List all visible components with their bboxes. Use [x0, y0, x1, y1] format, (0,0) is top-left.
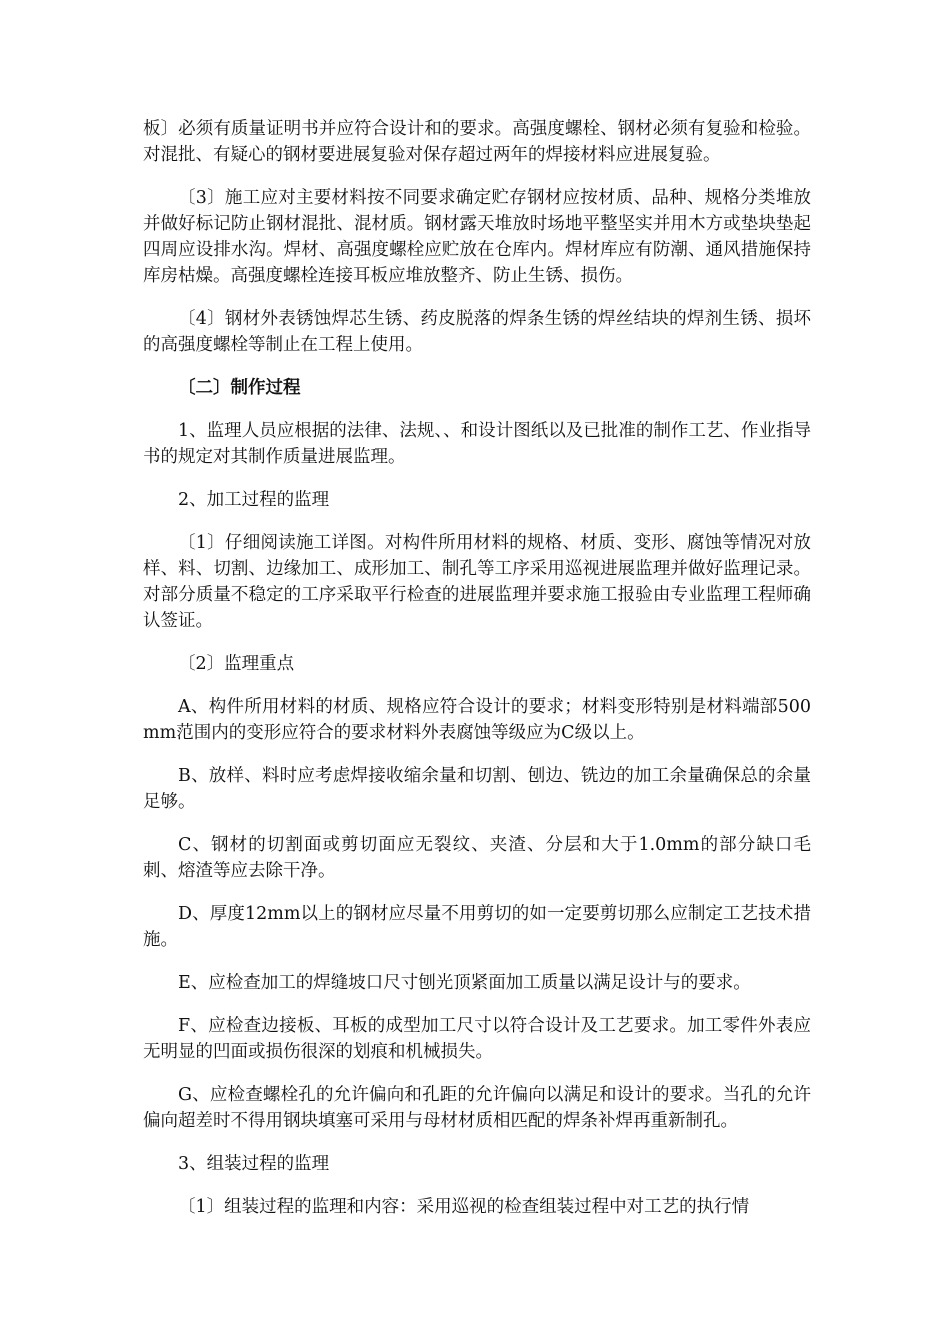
- item-d: D、厚度12mm以上的钢材应尽量不用剪切的如一定要剪切那么应制定工艺技术措施。: [143, 904, 811, 950]
- paragraph-7: 〔1〕仔细阅读施工详图。对构件所用材料的规格、材质、变形、腐蚀等情况对放样、料、切割、边缘加工、成形加工、制孔等工序采用巡视进展监理并做好监理记录。对部分质量不稳定的工序采取平行检查的进展监理并要求施工报验由专业监理工程师确认签证。: [143, 533, 811, 631]
- item-g: G、应检查螺栓孔的允许偏向和孔距的允许偏向以满足和设计的要求。当孔的允许偏向超差时不得用钢块填塞可采用与母材材质相匹配的焊条补焊再重新制孔。: [143, 1085, 811, 1131]
- paragraph-5: 1、监理人员应根据的法律、法规、、和设计图纸以及已批准的制作工艺、作业指导书的规定对其制作质量进展监理。: [143, 421, 811, 467]
- document-page: [143, 116, 811, 1237]
- item-f: F、应检查边接板、耳板的成型加工尺寸以符合设计及工艺要求。加工零件外表应无明显的凹面或损伤很深的划痕和机械损失。: [143, 1016, 811, 1062]
- item-a: A、构件所用材料的材质、规格应符合设计的要求；材料变形特别是材料端部500mm范围内的变形应符合的要求材料外表腐蚀等级应为C级以上。: [143, 697, 811, 743]
- subheading-processing: 2、加工过程的监理: [178, 490, 330, 510]
- paragraph-3: 〔4〕钢材外表锈蚀焊芯生锈、药皮脱落的焊条生锈的焊丝结块的焊剂生锈、损坏的高强度螺栓等制止在工程上使用。: [143, 309, 811, 355]
- subheading-assembly: 3、组装过程的监理: [178, 1154, 330, 1174]
- section-heading: 〔二〕制作过程: [178, 378, 301, 398]
- paragraph-17: 〔1〕组装过程的监理和内容：采用巡视的检查组装过程中对工艺的执行情: [178, 1197, 750, 1217]
- item-e: E、应检查加工的焊缝坡口尺寸刨光顶紧面加工质量以满足设计与的要求。: [178, 973, 751, 993]
- paragraph-2: 〔3〕施工应对主要材料按不同要求确定贮存钢材应按材质、品种、规格分类堆放并做好标记防止钢材混批、混材质。钢材露天堆放时场地平整坚实并用木方或垫块垫起四周应设排水沟。焊材、高强度螺栓应贮放在仓库内。焊材库应有防潮、通风措施保持库房枯燥。高强度螺栓连接耳板应堆放整齐、防止生锈、损伤。: [143, 188, 811, 286]
- item-b: B、放样、料时应考虑焊接收缩余量和切割、刨边、铣边的加工余量确保总的余量足够。: [143, 766, 811, 812]
- paragraph-1: 板〕必须有质量证明书并应符合设计和的要求。高强度螺栓、钢材必须有复验和检验。对混批、有疑心的钢材要进展复验对保存超过两年的焊接材料应进展复验。: [143, 119, 811, 165]
- item-c: C、钢材的切割面或剪切面应无裂纹、夹渣、分层和大于1.0mm的部分缺口毛刺、熔渣等应去除干净。: [143, 835, 811, 881]
- subheading-key-points: 〔2〕监理重点: [178, 654, 295, 674]
